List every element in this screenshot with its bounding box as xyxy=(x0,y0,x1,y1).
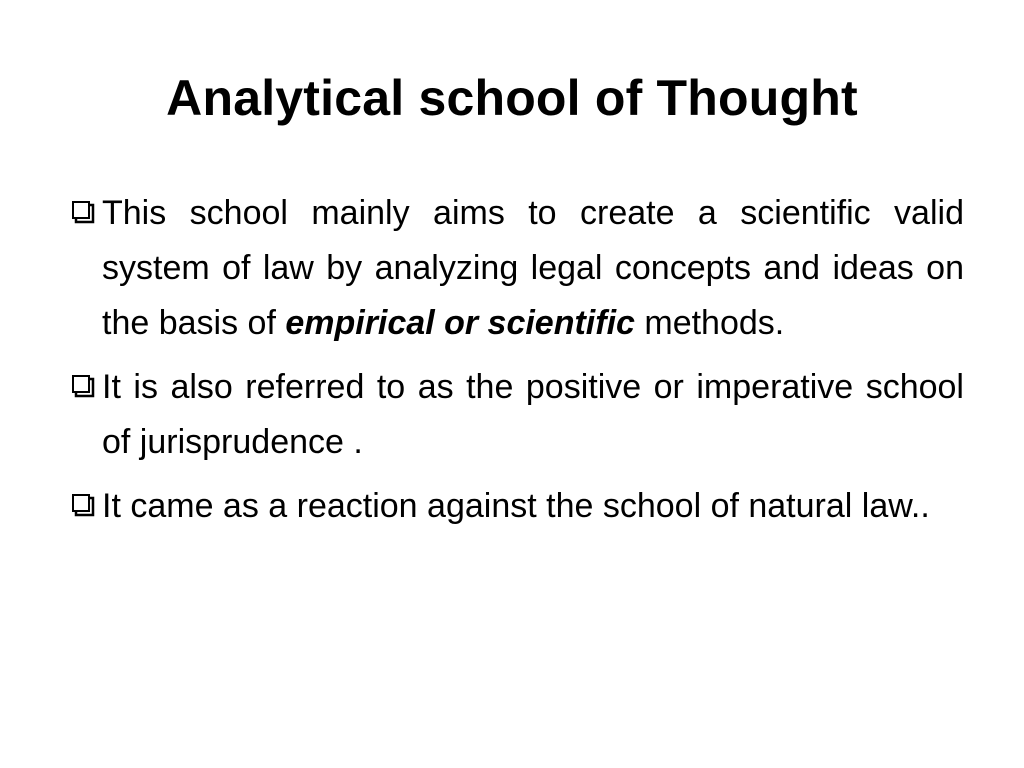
bullet-item xyxy=(68,360,964,470)
bullet-text: This school mainly aims to create a scientific valid system of law by analyzing legal concepts and ideas on the basis of xyxy=(102,194,964,342)
checkbox-square-icon xyxy=(72,494,95,517)
bullet-text: It is also referred to as the positive or imperative school of jurisprudence . xyxy=(102,368,964,461)
bullet-emphasis: empirical or scientific xyxy=(285,304,635,342)
checkbox-square-icon xyxy=(72,201,95,224)
bullet-item xyxy=(68,479,964,534)
bullet-text: It came as a reaction against the school of natural law.. xyxy=(102,487,930,525)
checkbox-square-icon xyxy=(72,375,95,398)
slide-title: Analytical school of Thought xyxy=(166,70,858,126)
bullet-text: methods. xyxy=(634,304,785,342)
bullet-item xyxy=(68,186,964,351)
bullet-list xyxy=(68,186,964,543)
